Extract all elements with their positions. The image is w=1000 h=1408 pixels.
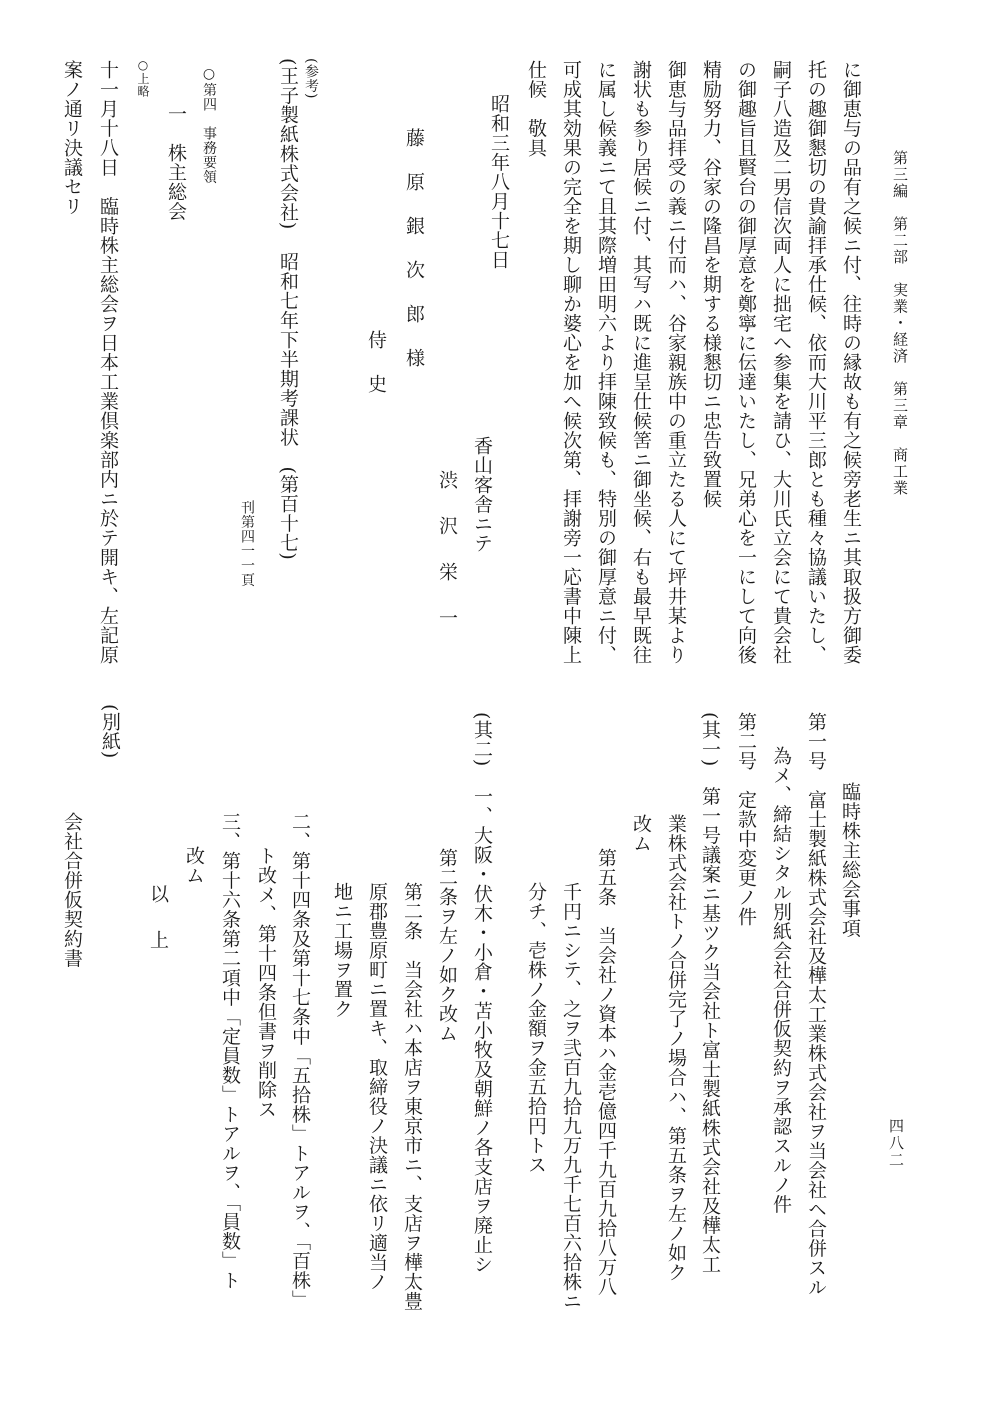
amendment-item: 三、第十六条第二項中「定員数」トアルヲ、「員数」ト [219,812,241,1290]
meeting-sono: 業株式会社トノ合併完了ノ場合ハ、第五条ヲ左ノ如ク [665,814,687,1282]
section-entry: 十一月十八日 臨時株主総会ヲ日本工業倶楽部内ニ於テ開キ、左記原 [97,60,119,665]
meeting-item: 第二号 定款中変更ノ件 [735,712,757,927]
amendment-item: 改ム [183,846,205,885]
article-five: 千円ニシテ、之ヲ弐百九拾九万九千七百六拾株ニ [560,882,582,1311]
reference-label: (参考) [303,58,319,99]
meeting-sono: 改ム [630,814,652,853]
letter-line: の御趣旨且賢台の御厚意を鄭寧に伝達いたし、兄弟心を一にして向後 [735,60,757,665]
section-item: 一 株主総会 [165,104,187,221]
letter-line: 托の趣御懇切の貴諭拝承仕候、依而大川平三郎とも種々協議いたし、 [805,60,827,665]
letter-place: 香山客舎ニテ [471,436,493,553]
reference-title: 昭和七年下半期考課状 (第百十七) [277,252,299,561]
letter-line: 御恵与品拝受の義ニ付而ハ、谷家親族中の重立たる人にて坪井某より [665,60,687,665]
reference-citation: 刊第四一一頁 [239,500,255,587]
article-five: 第五条 当会社ノ資本ハ金壱億四千九百九拾八万八 [595,848,617,1297]
page-number: 四八二 [887,1118,905,1169]
letter-attendant: 侍 史 [365,330,387,396]
letter-line: に属し候義ニて且其際増田明六より拝陳致候も、特別の御厚意ニ付、 [595,60,617,665]
letter-line: 嗣子八造及二男信次両人に拙宅へ参集を請ひ、大川氏立会にて貴会社 [770,60,792,665]
section-heading: ○第四 事務要領 [201,66,217,184]
amendment-item: ト改メ、第十四条但書ヲ削除ス [255,846,277,1119]
closing-mark: 以 上 [147,884,169,953]
letter-sender: 渋 沢 栄 一 [436,470,458,631]
meeting-item: 為メ、締結シタル別紙会社合併仮契約ヲ承認スルノ件 [770,746,792,1214]
attachment-label: (別紙) [99,704,121,759]
meeting-sono: (其一) 第一号議案ニ基ツク当会社ト富士製紙株式会社及樺太工 [699,712,721,1274]
letter-addressee: 藤 原 銀 次 郎 様 [403,128,425,370]
meeting-sono: 第二条ヲ左ノ如ク改ム [436,848,458,1043]
letter-line: 精励努力、谷家の隆昌を期する様懇切ニ忠告致置候 [700,60,722,509]
section-entry: 案ノ通リ決議セリ [61,60,83,216]
meeting-sono: (其二) 一、大阪・伏木・小倉・苫小牧及朝鮮ノ各支店ヲ廃止シ [471,712,493,1274]
letter-date: 昭和三年八月十七日 [488,94,510,270]
letter-line: に御恵与の品有之候ニ付、往時の縁故も有之候旁老生ニ其取扱方御委 [840,60,862,665]
article-two: 原郡豊原町ニ置キ、取締役ノ決議ニ依リ適当ノ [366,882,388,1292]
article-five: 分チ、壱株ノ金額ヲ金五拾円トス [525,882,547,1175]
letter-line: 仕候 敬具 [525,60,547,158]
omission-mark: ○上略 [136,58,150,98]
article-two: 地ニ工場ヲ置ク [331,882,353,1019]
letter-line: 謝状も参り居候ニ付、其写ハ既に進呈仕候筈ニ御坐候、右も最早既往 [630,60,652,665]
running-header: 第三編 第二部 実業・経済 第三章 商工業 [891,150,909,497]
letter-line: 可成其効果の完全を期し聊か婆心を加へ候次第、拝謝旁一応書中陳上 [560,60,582,665]
article-two: 第二条 当会社ハ本店ヲ東京市ニ、支店ヲ樺太豊 [401,882,423,1311]
meeting-item: 第一号 富士製紙株式会社及樺太工業株式会社ヲ当会社ヘ合併スル [805,712,827,1297]
amendment-item: 二、第十四条及第十七条中「五拾株」トアルヲ、「百株」 [289,812,311,1310]
meeting-title: 臨時株主総会事項 [839,782,861,938]
attachment-title: 会社合併仮契約書 [61,812,83,968]
reference-company: (王子製紙株式会社) [277,58,299,230]
